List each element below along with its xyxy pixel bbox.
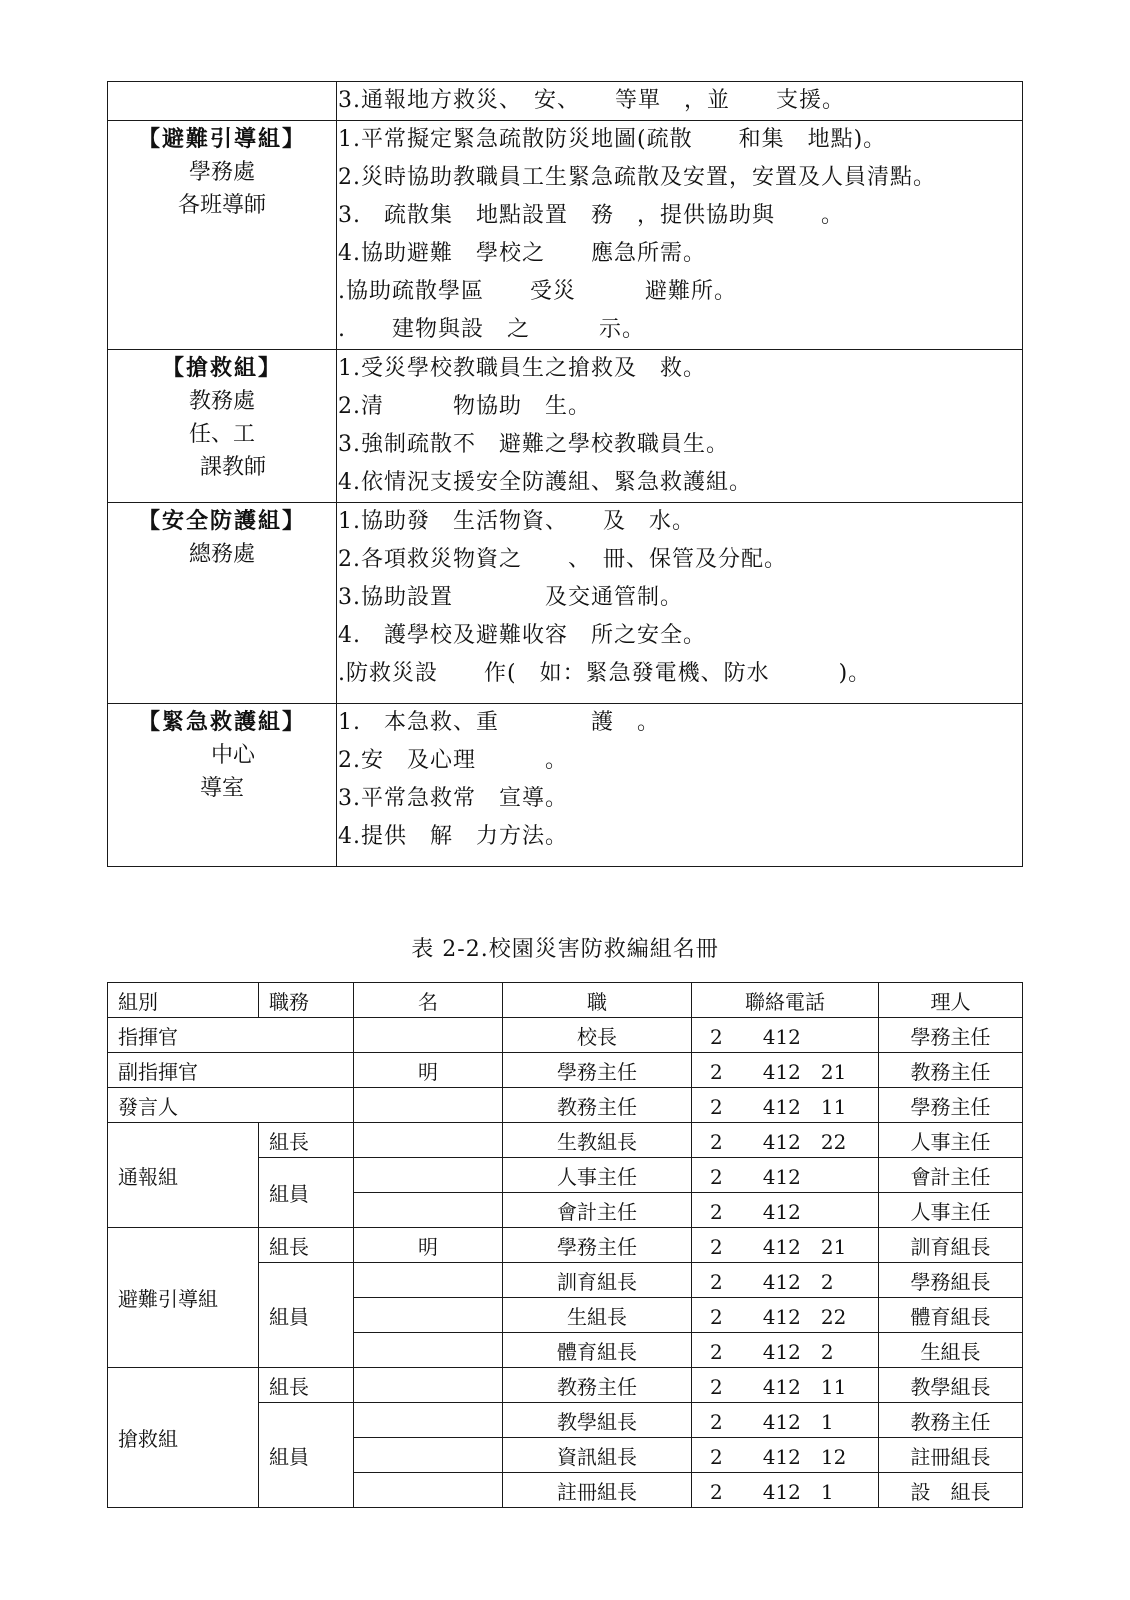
- roster-deputy: 人事主任: [879, 1193, 1023, 1228]
- task-group-unit: 導室: [199, 776, 244, 801]
- roster-name: 明: [354, 1228, 503, 1263]
- roster-phone: 2 412: [692, 1158, 879, 1193]
- task-group-unit: 任、工: [188, 422, 255, 447]
- task-item: 3. 疏散集 地點設置 務 ，提供協助與 。: [338, 203, 844, 228]
- roster-deputy: 教務主任: [879, 1053, 1023, 1088]
- roster-role: 組長: [259, 1228, 354, 1263]
- roster-title: 體育組長: [503, 1333, 692, 1368]
- roster-name: [354, 1368, 503, 1403]
- task-items-cell: [337, 82, 1023, 121]
- roster-row: [108, 1053, 1023, 1088]
- task-group-unit: 課教師: [177, 455, 266, 480]
- task-group-row: [108, 704, 1023, 867]
- roster-deputy: 體育組長: [879, 1298, 1023, 1333]
- roster-title: 生教組長: [503, 1123, 692, 1158]
- task-group-name: 【緊急救護組】: [137, 709, 306, 735]
- roster-phone: 2 412: [692, 1018, 879, 1053]
- roster-title: 校長: [503, 1018, 692, 1053]
- task-item: 3.平常急救常 宣導。: [338, 786, 568, 811]
- roster-deputy: 教務主任: [879, 1403, 1023, 1438]
- roster-row: [108, 1018, 1023, 1053]
- roster-title: 教學組長: [503, 1403, 692, 1438]
- roster-name: [354, 1298, 503, 1333]
- roster-phone: 2 412 22: [692, 1123, 879, 1158]
- task-item: 3.通報地方救災、 安、 等單 ，並 支援。: [338, 88, 845, 113]
- roster-deputy: 訓育組長: [879, 1228, 1023, 1263]
- header-phone: 聯絡電話: [692, 983, 879, 1018]
- roster-name: 明: [354, 1053, 503, 1088]
- task-item: 1. 本急救、重 護 。: [338, 710, 660, 735]
- task-group-unit: 總務處: [188, 542, 255, 567]
- header-group: 組別: [108, 983, 259, 1018]
- task-group-unit: 教務處: [188, 389, 255, 414]
- roster-title: 資訊組長: [503, 1438, 692, 1473]
- roster-title: 訓育組長: [503, 1263, 692, 1298]
- task-item: 3.協助設置 及交通管制。: [338, 585, 683, 610]
- roster-phone: 2 412 2: [692, 1263, 879, 1298]
- roster-title: 學務主任: [503, 1228, 692, 1263]
- roster-name: [354, 1088, 503, 1123]
- roster-deputy: 設 組長: [879, 1473, 1023, 1508]
- roster-role: 組員: [259, 1403, 354, 1508]
- roster-deputy: 學務組長: [879, 1263, 1023, 1298]
- task-group-cell: [108, 704, 337, 867]
- roster-group: 搶救組: [108, 1368, 259, 1508]
- roster-name: [354, 1123, 503, 1158]
- roster-table: [107, 982, 1023, 1508]
- task-item: 1.平常擬定緊急疏散防災地圖(疏散 和集 地點)。: [338, 127, 887, 152]
- roster-name: [354, 1193, 503, 1228]
- roster-phone: 2 412 1: [692, 1403, 879, 1438]
- roster-name: [354, 1438, 503, 1473]
- task-item: 3.強制疏散不 避難之學校教職員生。: [338, 432, 729, 457]
- roster-name: [354, 1473, 503, 1508]
- task-item: .防救災設 作( 如：緊急發電機、防水 )。: [338, 661, 872, 686]
- task-item: 2.安 及心理 。: [338, 748, 568, 773]
- task-group-cell: [108, 121, 337, 350]
- roster-deputy: 會計主任: [879, 1158, 1023, 1193]
- roster-phone: 2 412: [692, 1193, 879, 1228]
- task-item: 4. 護學校及避難收容 所之安全。: [338, 623, 706, 648]
- task-group-cell: [108, 82, 337, 121]
- roster-name: [354, 1263, 503, 1298]
- header-title: 職: [503, 983, 692, 1018]
- roster-role: 組員: [259, 1263, 354, 1368]
- roster-group: 避難引導組: [108, 1228, 259, 1368]
- task-items-cell: [337, 121, 1023, 350]
- task-division-body: [108, 82, 1023, 867]
- task-group-name: 【安全防護組】: [137, 508, 306, 534]
- cell-spacer: [338, 693, 1022, 703]
- roster-name: [354, 1158, 503, 1193]
- task-group-cell: [108, 503, 337, 704]
- roster-title: 學務主任: [503, 1053, 692, 1088]
- task-item: 4.依情況支援安全防護組、緊急救護組。: [338, 470, 752, 495]
- task-item: 2.災時協助教職員工生緊急疏散及安置，安置及人員清點。: [338, 165, 936, 190]
- task-group-cell: [108, 350, 337, 503]
- roster-row: [108, 1123, 1023, 1158]
- roster-name: [354, 1403, 503, 1438]
- task-group-name: 【避難引導組】: [137, 126, 306, 152]
- header-deputy: 理人: [879, 983, 1023, 1018]
- task-items-cell: [337, 350, 1023, 503]
- roster-role: 組長: [259, 1368, 354, 1403]
- roster-deputy: 教學組長: [879, 1368, 1023, 1403]
- roster-title: 註冊組長: [503, 1473, 692, 1508]
- roster-group: 通報組: [108, 1123, 259, 1228]
- cell-spacer: [338, 856, 1022, 866]
- task-group-row: [108, 121, 1023, 350]
- task-items-cell: [337, 704, 1023, 867]
- roster-row: [108, 1228, 1023, 1263]
- roster-phone: 2 412 21: [692, 1053, 879, 1088]
- task-group-name: 【搶救組】: [161, 355, 282, 381]
- roster-phone: 2 412 21: [692, 1228, 879, 1263]
- roster-title: 會計主任: [503, 1193, 692, 1228]
- roster-name: [354, 1018, 503, 1053]
- roster-phone: 2 412 11: [692, 1088, 879, 1123]
- roster-title: 生組長: [503, 1298, 692, 1333]
- task-item: 1.協助發 生活物資、 及 水。: [338, 509, 695, 534]
- task-item: 2.各項救災物資之 、 冊、保管及分配。: [338, 547, 787, 572]
- header-role: 職務: [259, 983, 354, 1018]
- roster-row: [108, 1368, 1023, 1403]
- table-caption: 表 2-2.校園災害防救編組名冊: [411, 937, 719, 962]
- roster-group: 發言人: [108, 1088, 354, 1123]
- task-item: . 建物與設 之 示。: [338, 317, 645, 342]
- task-group-unit: 中心: [188, 743, 255, 768]
- roster-group: 副指揮官: [108, 1053, 354, 1088]
- task-item: 4.提供 解 力方法。: [338, 824, 568, 849]
- task-item: .協助疏散學區 受災 避難所。: [338, 279, 737, 304]
- roster-deputy: 生組長: [879, 1333, 1023, 1368]
- task-group-row: [108, 82, 1023, 121]
- roster-deputy: 學務主任: [879, 1018, 1023, 1053]
- task-group-unit: 學務處: [188, 160, 255, 185]
- roster-phone: 2 412 2: [692, 1333, 879, 1368]
- roster-title: 教務主任: [503, 1088, 692, 1123]
- roster-header-row: [108, 983, 1023, 1018]
- roster-role: 組長: [259, 1123, 354, 1158]
- header-name: 名: [354, 983, 503, 1018]
- task-items-cell: [337, 503, 1023, 704]
- task-group-unit: 各班導師: [177, 193, 266, 218]
- roster-phone: 2 412 1: [692, 1473, 879, 1508]
- roster-deputy: 人事主任: [879, 1123, 1023, 1158]
- roster-title: 教務主任: [503, 1368, 692, 1403]
- task-item: 4.協助避難 學校之 應急所需。: [338, 241, 706, 266]
- roster-row: [108, 1088, 1023, 1123]
- roster-deputy: 學務主任: [879, 1088, 1023, 1123]
- roster-deputy: 註冊組長: [879, 1438, 1023, 1473]
- task-item: 2.清 物協助 生。: [338, 394, 591, 419]
- roster-group: 指揮官: [108, 1018, 354, 1053]
- roster-body: [108, 1018, 1023, 1508]
- roster-phone: 2 412 12: [692, 1438, 879, 1473]
- roster-name: [354, 1333, 503, 1368]
- task-item: 1.受災學校教職員生之搶救及 救。: [338, 356, 706, 381]
- roster-phone: 2 412 22: [692, 1298, 879, 1333]
- task-division-table: [107, 81, 1023, 867]
- roster-phone: 2 412 11: [692, 1368, 879, 1403]
- task-group-row: [108, 503, 1023, 704]
- roster-role: 組員: [259, 1158, 354, 1228]
- roster-title: 人事主任: [503, 1158, 692, 1193]
- task-group-row: [108, 350, 1023, 503]
